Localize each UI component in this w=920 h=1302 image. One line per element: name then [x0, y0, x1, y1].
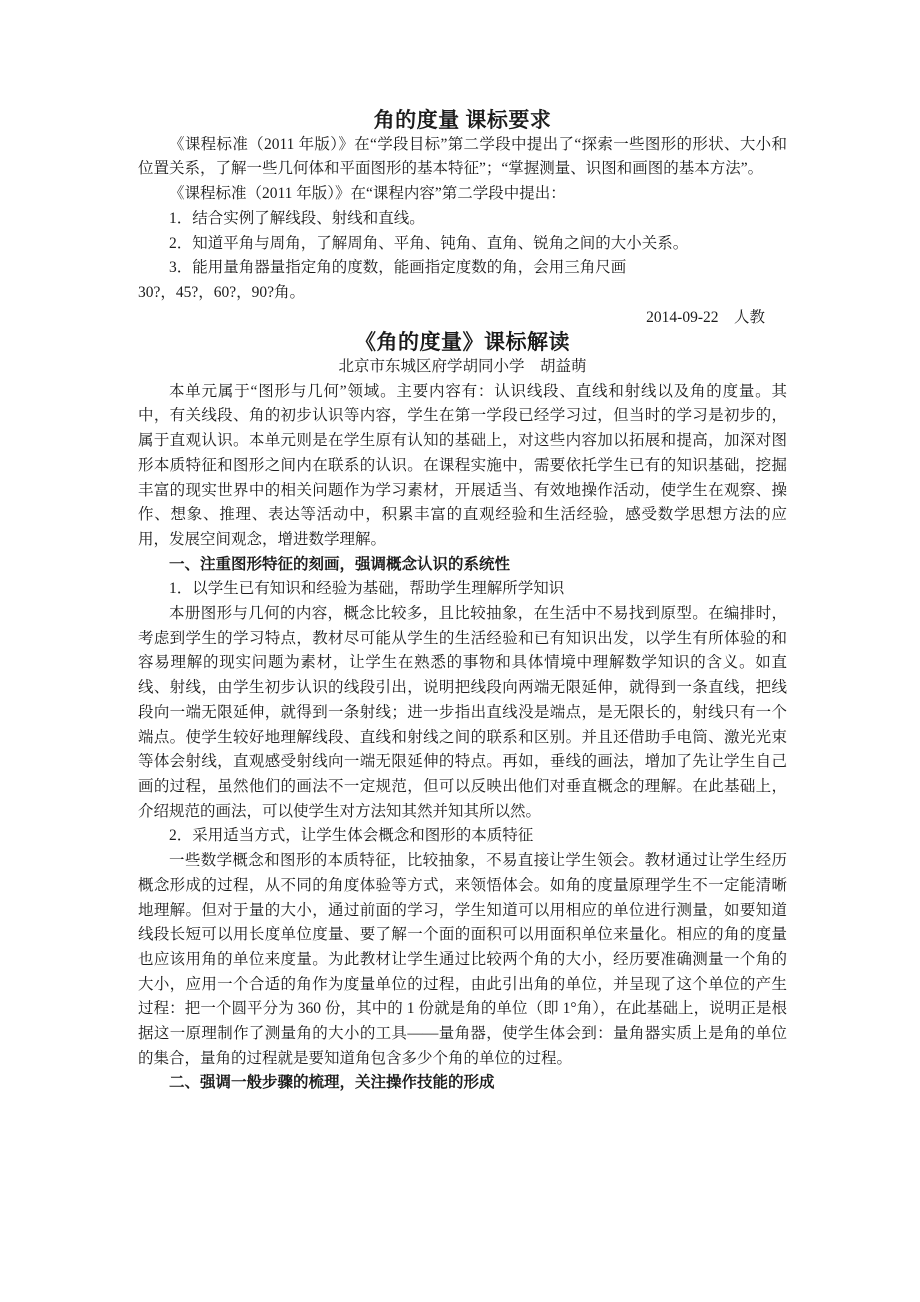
doc1-paragraph-standard-content: 《课程标准（2011 年版）》在“课程内容”第二学段中提出：: [169, 185, 566, 203]
doc2-subheading-1-1: 1．以学生已有知识和经验为基础，帮助学生理解所学知识: [169, 580, 565, 598]
doc2-title: 《角的度量》课标解读: [355, 330, 570, 355]
doc1-list-item-2: 2．知道平角与周角，了解周角、平角、钝角、直角、锐角之间的大小关系。: [169, 234, 689, 252]
doc1-list-item-1: 1．结合实例了解线段、射线和直线。: [169, 209, 425, 227]
byline-author: 北京市东城区府学胡同小学 胡益萌: [338, 358, 587, 376]
doc1-list-item-3: 3．能用量角器量指定角的度数，能画指定度数的角，会用三角尺画: [169, 259, 627, 277]
doc2-paragraph-1-1: 本册图形与几何的内容，概念比较多，且比较抽象，在生活中不易找到原型。在编排时，考虑到学生的学习特点，教材尽可能从学生的生活经验和已有知识出发，以学生有所体验的和容易理解的现实问题为素材，让学生在熟悉的事物和具体情境中理解数学知识的含义。如直线、射线，由学生初步认识的线段引出，说明把线段向两端无限延伸，就得到一条直线，把线段向一端无限延伸，就得到一条射线；进一步指出直线没是端点，是无限长的，射线只有一个端点。使学生较好地理解线段、直线和射线之间的联系和区别。并且还借助手电筒、激光光束等体会射线，直观感受射线向一端无限延伸的特点。再如，垂线的画法，增加了先让学生自己画的过程，虽然他们的画法不一定规范，但可以反映出他们对垂直概念的理解。在此基础上，介绍规范的画法，可以使学生对方法知其然并知其所以然。: [138, 605, 787, 820]
doc2-intro-paragraph: 本单元属于“图形与几何”领域。主要内容有：认识线段、直线和射线以及角的度量。其中，有关线段、角的初步认识等内容，学生在第一学段已经学习过，但当时的学习是初步的，属于直观认识。本单元则是在学生原有认知的基础上，对这些内容加以拓展和提高，加深对图形本质特征和图形之间内在联系的认识。在课程实施中，需要依托学生已有的知识基础，挖掘丰富的现实世界中的相关问题作为学习素材，开展适当、有效地操作活动，使学生在观察、操作、想象、推理、表达等活动中，积累丰富的直观经验和生活经验，感受数学思想方法的应用，发展空间观念，增进数学理解。: [138, 382, 787, 548]
doc2-subheading-1-2: 2．采用适当方式，让学生体会概念和图形的本质特征: [169, 827, 534, 845]
doc2-section-heading-2: 二、强调一般步骤的梳理，关注操作技能的形成: [169, 1074, 495, 1092]
doc1-paragraph-standard-goals: 《课程标准（2011 年版）》在“学段目标”第二学段中提出了“探索一些图形的形状、大小和位置关系，了解一些几何体和平面图形的基本特征”；“掌握测量、识图和画图的基本方法”。: [138, 135, 787, 178]
doc1-list-item-3-continuation: 30?，45?，60?，90?角。: [138, 283, 306, 301]
doc1-title: 角的度量 课标要求: [373, 108, 552, 132]
dateline: 2014-09-22 人教: [646, 308, 765, 326]
doc2-paragraph-1-2: 一些数学概念和图形的本质特征，比较抽象，不易直接让学生领会。教材通过让学生经历概念形成的过程，从不同的角度体验等方式，来领悟体会。如角的度量原理学生不一定能清晰地理解。但对于量的大小，通过前面的学习，学生知道可以用相应的单位进行测量，如要知道线段长短可以用长度单位度量、要了解一个面的面积可以用面积单位来量化。相应的角的度量也应该用角的单位来度量。为此教材让学生通过比较两个角的大小，经历要准确测量一个角的大小，应用一个合适的角作为度量单位的过程，由此引出角的单位，并呈现了这个单位的产生过程：把一个圆平分为 360 份，其中的 1 份就是角的单位（即 1°角），在此基础上，说明正是根据这一原理制作了测量角的大小的工具——量角器，使学生体会到：量角器实质上是角的单位的集合，量角的过程就是要知道角包含多少个角的单位的过程。: [138, 852, 787, 1067]
doc2-section-heading-1: 一、注重图形特征的刻画，强调概念认识的系统性: [169, 555, 511, 573]
